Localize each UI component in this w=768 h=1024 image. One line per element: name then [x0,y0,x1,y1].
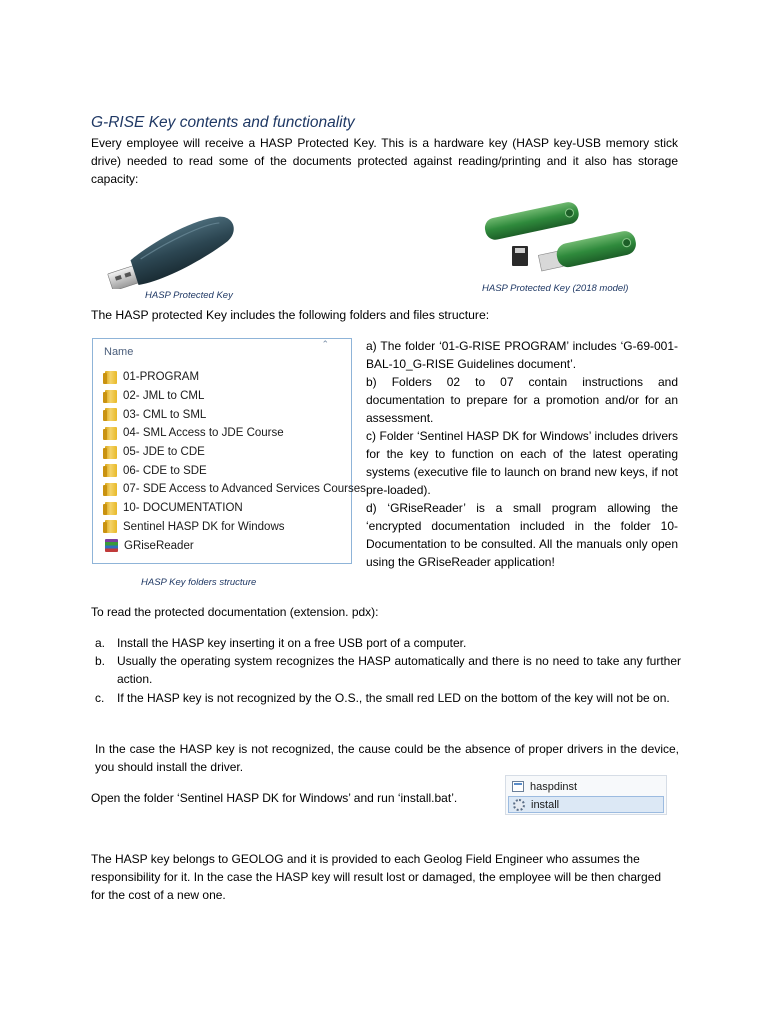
file-haspdinst[interactable]: haspdinst [508,778,664,795]
gear-icon [513,799,525,811]
description-c: c) Folder ‘Sentinel HASP DK for Windows’ includes drivers for the key to function on each of the latest operating systems (executive file to launch on brand new keys, if not pre-loaded). [366,429,678,497]
folder-icon [105,464,117,477]
archive-app-icon [105,539,118,552]
description-block [366,337,678,571]
page-heading: G-RISE Key contents and functionality [91,114,355,131]
open-folder-instruction: Open the folder ‘Sentinel HASP DK for Windows’ and run ‘install.bat’. [91,791,458,805]
step-marker: b. [95,654,106,668]
folder-icon [105,371,117,384]
caption-hasp-key: HASP Protected Key [145,290,233,301]
sort-arrow-icon[interactable]: ⌃ [321,339,329,349]
install-files-box [505,775,667,815]
folder-item-05-jde-to-cde[interactable]: 05- JDE to CDE [105,443,366,462]
description-b: b) Folders 02 to 07 contain instructions and documentation to prepare for a promotion and/or for an assessment. [366,375,678,425]
folder-icon [105,408,117,421]
file-item-grisereader[interactable]: GRiseReader [105,536,366,555]
read-intro: To read the protected documentation (extension. pdx): [91,605,379,619]
batch-file-icon [512,781,524,792]
not-recognized-paragraph: In the case the HASP key is not recognized, the cause could be the absence of proper drivers in the device, you should install the driver. [95,742,679,774]
step-marker: a. [95,636,106,650]
description-a: a) The folder ‘01-G-RISE PROGRAM’ includes ‘G-69-001-BAL-10_G-RISE Guidelines document’. [366,339,678,371]
step-text: Install the HASP key inserting it on a free USB port of a computer. [117,636,467,650]
step-text: Usually the operating system recognizes the HASP automatically and there is no need to take any further action. [117,654,681,686]
folder-icon [105,502,117,515]
folder-item-10-documentation[interactable]: 10- DOCUMENTATION [105,499,366,518]
folder-item-02-jml-to-cml[interactable]: 02- JML to CML [105,387,366,406]
structure-intro: The HASP protected Key includes the following folders and files structure: [91,308,490,322]
hasp-key-2018-image [482,198,642,278]
folder-item-sentinel-hasp[interactable]: Sentinel HASP DK for Windows [105,518,366,537]
folder-item-06-cde-to-sde[interactable]: 06- CDE to SDE [105,461,366,480]
folder-icon [105,427,117,440]
caption-folders-structure: HASP Key folders structure [141,577,257,588]
ownership-paragraph: The HASP key belongs to GEOLOG and it is provided to each Geolog Field Engineer who assumes the responsibility for it. In the case the HASP key will result lost or damaged, the employee will be then charged for the cost of a new one. [91,852,662,902]
step-text: If the HASP key is not recognized by the O.S., the small red LED on the bottom of the key will not be on. [117,691,670,705]
description-d: d) ‘GRiseReader’ is a small program allowing the ‘encrypted documentation included in the folder 10-Documentation to be consulted. All the manuals only open using the GRiseReader application! [366,501,678,569]
folder-icon [105,390,117,403]
intro-paragraph: Every employee will receive a HASP Protected Key. This is a hardware key (HASP key-USB memory stick drive) needed to read some of the documents protected against reading/printing and it also has storage capacity: [91,136,678,186]
folder-icon [105,446,117,459]
folder-item-04-sml-access[interactable]: 04- SML Access to JDE Course [105,424,366,443]
folder-item-01-program[interactable]: 01-PROGRAM [105,368,366,387]
folder-icon [105,483,117,496]
column-header-name[interactable]: Name [104,346,134,358]
caption-hasp-key-2018: HASP Protected Key (2018 model) [482,283,629,294]
folder-item-07-sde-access[interactable]: 07- SDE Access to Advanced Services Courses [105,480,366,499]
folder-icon [105,520,117,533]
file-install[interactable]: install [508,796,664,813]
step-marker: c. [95,691,105,705]
folder-explorer [92,338,366,564]
folder-item-03-cml-to-sml[interactable]: 03- CML to SML [105,405,366,424]
hasp-key-image [100,207,245,289]
